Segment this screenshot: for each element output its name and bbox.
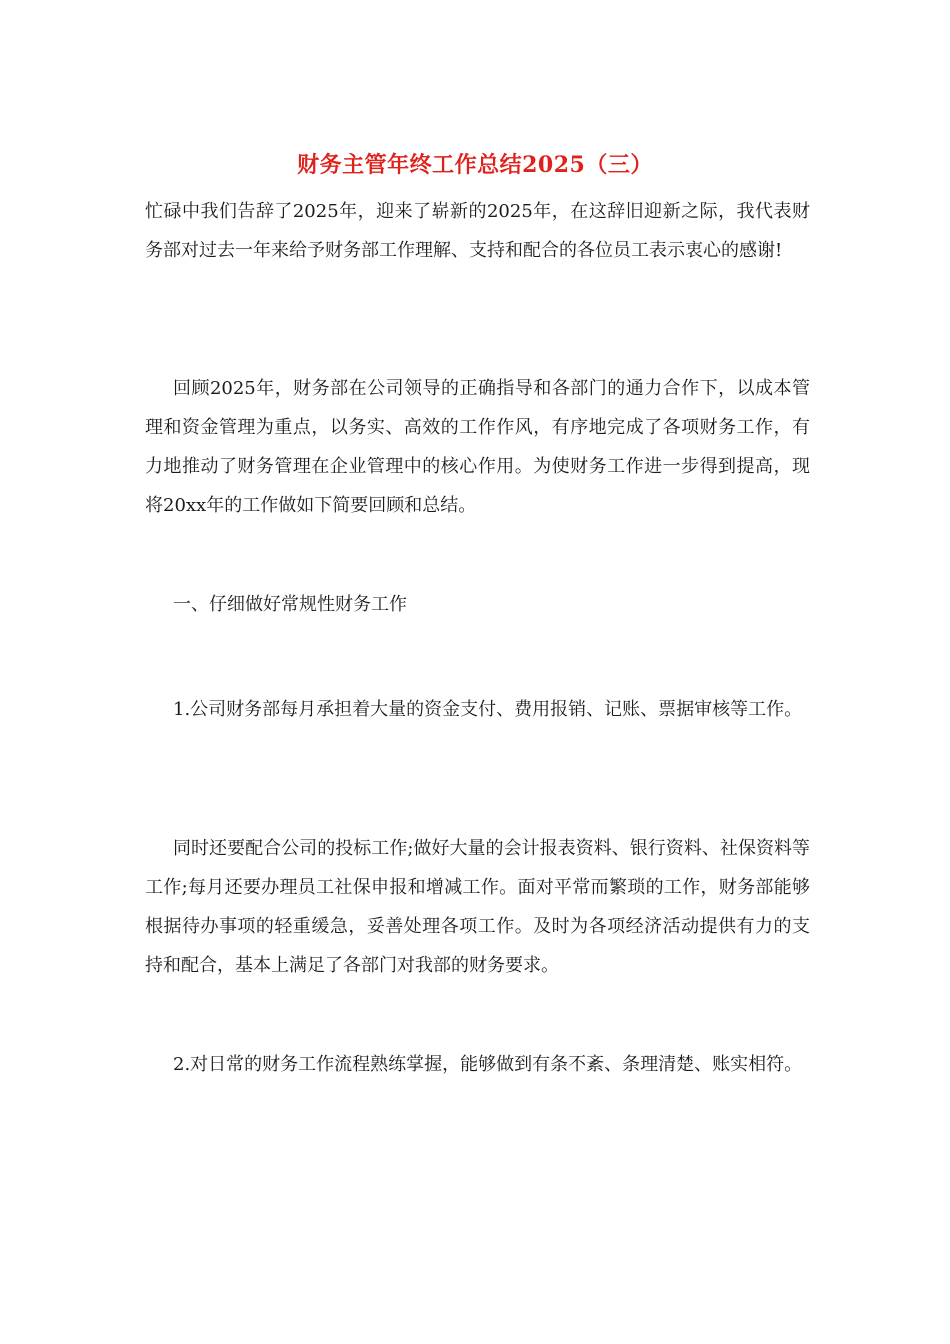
paragraph-cooperation: 同时还要配合公司的投标工作;做好大量的会计报表资料、银行资料、社保资料等工作;每月还要办理员工社保申报和增减工作。面对平常而繁琐的工作，财务部能够根据待办事项的轻重缓急，妥善处理各项工作。及时为各项经济活动提供有力的支持和配合，基本上满足了各部门对我部的财务要求。 bbox=[145, 838, 810, 976]
paragraph-review: 回顾2025年，财务部在公司领导的正确指导和各部门的通力合作下，以成本管理和资金管理为重点，以务实、高效的工作作风，有序地完成了各项财务工作，有力地推动了财务管理在企业管理中的核心作用。为使财务工作进一步得到提高，现将20xx年的工作做如下简要回顾和总结。 bbox=[145, 378, 810, 516]
document-title: 财务主管年终工作总结2025（三） bbox=[297, 152, 653, 178]
section-heading-1: 一、仔细做好常规性财务工作 bbox=[173, 594, 407, 615]
paragraph-item-1: 1.公司财务部每月承担着大量的资金支付、费用报销、记账、票据审核等工作。 bbox=[173, 699, 803, 720]
paragraph-item-2: 2.对日常的财务工作流程熟练掌握，能够做到有条不紊、条理清楚、账实相符。 bbox=[173, 1054, 803, 1075]
paragraph-opening: 忙碌中我们告辞了2025年，迎来了崭新的2025年，在这辞旧迎新之际，我代表财务部对过去一年来给予财务部工作理解、支持和配合的各位员工表示衷心的感谢! bbox=[145, 201, 810, 261]
